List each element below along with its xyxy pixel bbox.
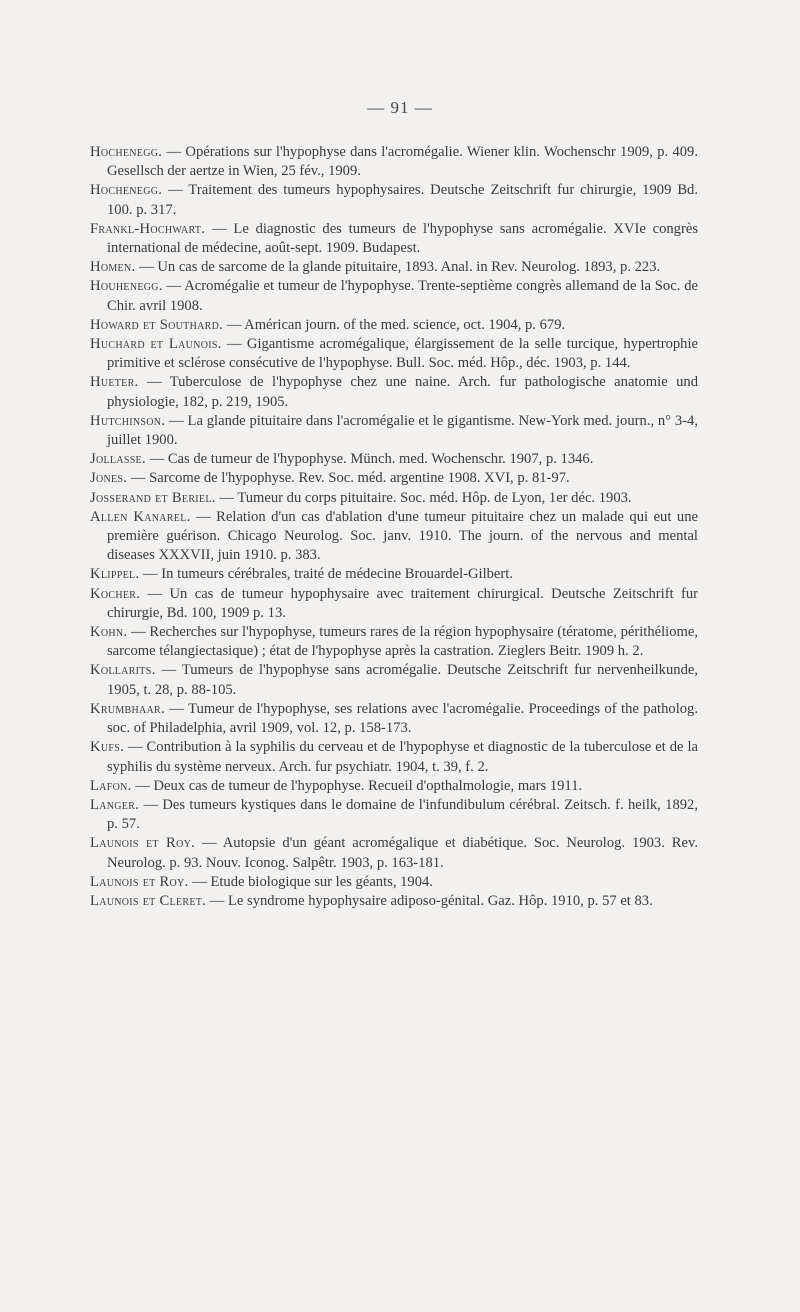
entry-author: Klippel. [90, 566, 140, 583]
entry-author: Howard et Southard. [90, 316, 224, 333]
entry-text: — Le diagnostic des tumeurs de l'hypophyse sans acromégalie. XVIe congrès international de médecine, août-sept. 1909. Budapest. [107, 220, 698, 257]
entry-author: Frankl-Hochwart. [90, 220, 206, 237]
entry-author: Kohn. [90, 624, 128, 641]
bibliography-entry [90, 450, 698, 469]
entry-author: Lafon. [90, 777, 132, 794]
bibliography-list [90, 143, 698, 911]
entry-author: Langer. [90, 796, 140, 813]
entry-author: Kufs. [90, 739, 125, 756]
bibliography-entry [90, 469, 698, 488]
entry-author: Launois et Roy. [90, 835, 196, 852]
entry-author: Launois et Roy. [90, 873, 189, 890]
entry-author: Hueter. [90, 374, 139, 391]
entry-author: Hutchinson. [90, 412, 166, 429]
entry-text: — Un cas de sarcome de la glande pituitaire, 1893. Anal. in Rev. Neurolog. 1893, p. 223. [135, 259, 661, 276]
bibliography-entry [90, 834, 698, 872]
bibliography-entry [90, 181, 698, 219]
bibliography-entry [90, 412, 698, 450]
entry-author: Josserand et Beriel. [90, 489, 216, 506]
entry-text: — Recherches sur l'hypophyse, tumeurs rares de la région hypophysaire (tératome, périthéliome, sarcome télangiectasique) ; état de l'hypophyse après la castration. Zieglers Beitr. 1909 h. 2. [107, 624, 698, 660]
entry-author: Jones. [90, 470, 128, 487]
bibliography-entry [90, 143, 698, 181]
entry-text: — In tumeurs cérébrales, traité de médecine Brouardel-Gilbert. [139, 566, 513, 583]
entry-text: — Traitement des tumeurs hypophysaires. Deutsche Zeitschrift fur chirurgie, 1909 Bd. 100. p. 317. [107, 182, 698, 218]
entry-text: — Gigantisme acromégalique, élargissement de la selle turcique, hypertrophie primitive et sclérose consécutive de l'hypophyse. Bull. Soc. méd. Hôp., déc. 1903, p. 144. [107, 336, 698, 372]
bibliography-entry [90, 623, 698, 661]
bibliography-entry [90, 373, 698, 411]
bibliography-entry [90, 508, 698, 566]
entry-text: — La glande pituitaire dans l'acromégalie et le gigantisme. New-York med. journ., n° 3-4, juillet 1900. [107, 412, 698, 449]
bibliography-entry [90, 661, 698, 699]
entry-text: — Etude biologique sur les géants, 1904. [188, 873, 433, 890]
entry-text: — Sarcome de l'hypophyse. Rev. Soc. méd. argentine 1908. XVI, p. 81-97. [127, 470, 570, 487]
bibliography-entry [90, 220, 698, 258]
bibliography-entry [90, 700, 698, 738]
bibliography-entry [90, 585, 698, 623]
entry-text: — Opérations sur l'hypophyse dans l'acromégalie. Wiener klin. Wochenschr 1909, p. 409. Gesellsch der aertze in Wien, 25 fév., 1909. [107, 144, 698, 180]
entry-text: — Acromégalie et tumeur de l'hypophyse. Trente-septième congrès allemand de la Soc. de Chir. avril 1908. [107, 278, 698, 314]
entry-author: Kollarits. [90, 662, 156, 679]
entry-text: — Tumeur de l'hypophyse, ses relations avec l'acromégalie. Proceedings of the patholog. soc. of Philadelphia, avril 1909, vol. 12, p. 158-173. [107, 700, 698, 737]
entry-author: Allen Kanarel. [90, 508, 191, 525]
bibliography-entry [90, 738, 698, 776]
entry-text: — Tumeurs de l'hypophyse sans acromégalie. Deutsche Zeitschrift fur nervenheilkunde, 1905, t. 28, p. 88-105. [107, 662, 698, 698]
bibliography-entry [90, 277, 698, 315]
entry-text: — Américan journ. of the med. science, oct. 1904, p. 679. [223, 316, 566, 333]
entry-author: Houhenegg. [90, 278, 163, 295]
entry-text: — Cas de tumeur de l'hypophyse. Münch. med. Wochenschr. 1907, p. 1346. [145, 451, 594, 468]
entry-author: Kocher. [90, 585, 141, 602]
entry-text: — Relation d'un cas d'ablation d'une tumeur pituitaire chez un malade qui eut une première guérison. Chicago Neurolog. Soc. janv. 1910. The journ. of the nervous and mental diseases XXXVII, juin 1910. p. 383. [107, 508, 698, 564]
entry-author: Krumbhaar. [90, 700, 165, 717]
bibliography-entry [90, 258, 698, 277]
bibliography-entry [90, 892, 698, 911]
page-number: — 91 — [367, 98, 433, 117]
entry-author: Huchard et Launois. [90, 336, 222, 353]
bibliography-entry [90, 565, 698, 584]
entry-author: Jollasse. [90, 451, 146, 468]
entry-text: — Des tumeurs kystiques dans le domaine de l'infundibulum cérébral. Zeitsch. f. heilk, 1892, p. 57. [107, 796, 698, 833]
bibliography-entry [90, 489, 698, 508]
entry-text: — Le syndrome hypophysaire adiposo-génital. Gaz. Hôp. 1910, p. 57 et 83. [206, 892, 653, 909]
entry-text: — Un cas de tumeur hypophysaire avec traitement chirurgical. Deutsche Zeitschrift fur chirurgie, Bd. 100, 1909 p. 13. [107, 585, 698, 621]
entry-text: — Tumeur du corps pituitaire. Soc. méd. Hôp. de Lyon, 1er déc. 1903. [215, 489, 632, 506]
entry-author: Hochenegg. [90, 144, 163, 160]
entry-text: — Contribution à la syphilis du cerveau et de l'hypophyse et diagnostic de la tuberculose et de la syphilis du système nerveux. Arch. fur psychiatr. 1904, t. 39, f. 2. [107, 739, 698, 775]
entry-author: Launois et Cleret. [90, 892, 207, 909]
entry-author: Hochenegg. [90, 182, 163, 199]
bibliography-entry [90, 316, 698, 335]
bibliography-entry [90, 335, 698, 373]
bibliography-entry [90, 873, 698, 892]
entry-author: Homen. [90, 259, 136, 276]
entry-text: — Autopsie d'un géant acromégalique et diabétique. Soc. Neurolog. 1903. Rev. Neurolog. p. 93. Nouv. Iconog. Salpêtr. 1903, p. 163-181. [107, 835, 698, 871]
bibliography-entry [90, 777, 698, 796]
entry-text: — Deux cas de tumeur de l'hypophyse. Recueil d'opthalmologie, mars 1911. [131, 777, 583, 794]
entry-text: — Tuberculose de l'hypophyse chez une naine. Arch. fur pathologische anatomie und physiologie, 182, p. 219, 1905. [107, 374, 698, 410]
bibliography-entry [90, 796, 698, 834]
